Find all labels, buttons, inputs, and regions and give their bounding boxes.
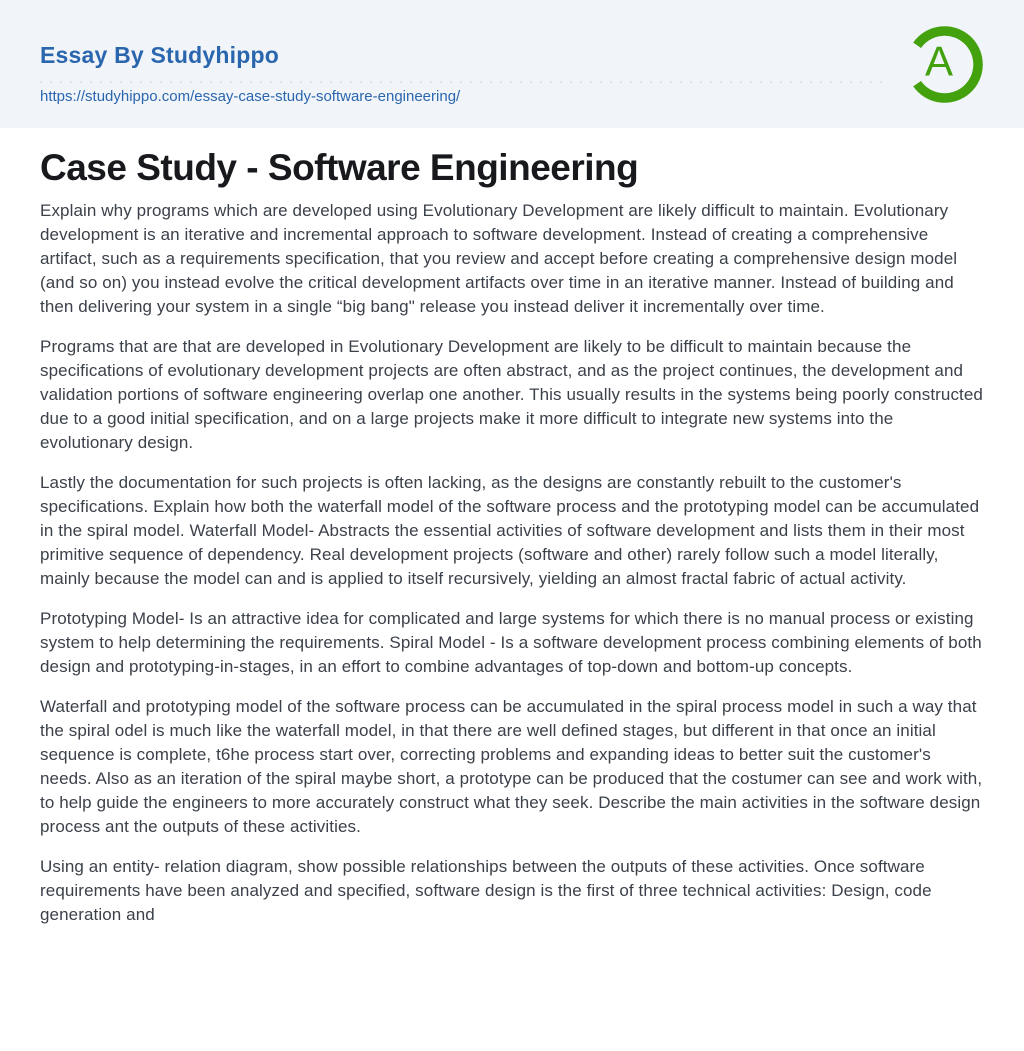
essay-paragraph: Prototyping Model- Is an attractive idea for complicated and large systems for which there is no manual process or existing system to help determining the requirements. Spiral Model - Is a software development process combining elements of both design and prototyping-in-stages, in an effort to combine advantages of top-down and bottom-up concepts. [40,608,982,676]
site-title: Essay By Studyhippo [40,42,279,68]
studyhippo-logo-icon [901,21,988,108]
essay-paragraph: Lastly the documentation for such projects is often lacking, as the designs are constantly rebuilt to the customer's specifications. Explain how both the waterfall model of the software process and the prototyping model can be accumulated in the spiral model. Waterfall Model- Abstracts the essential activities of software development and lists them in their most primitive sequence of dependency. Real development projects (software and other) rarely follow such a model literally, mainly because the model can and is applied to itself recursively, yielding an almost fractal fabric of actual activity. [40,472,980,588]
essay-page [0,128,1024,927]
essay-body [40,199,984,927]
essay-paragraph: Using an entity- relation diagram, show possible relationships between the outputs of these activities. Once software requirements have been analyzed and specified, software design is the first of three technical activities: Design, code generation and [40,856,932,924]
page-header [0,0,1024,128]
essay-title: Case Study - Software Engineering [40,147,639,188]
essay-paragraph: Waterfall and prototyping model of the software process can be accumulated in the spiral process model in such a way that the spiral odel is much like the waterfall model, in that there are well defined stages, but different in that once an initial sequence is complete, t6he process start over, correcting problems and expanding ideas to better suit the customer's needs. Also as an iteration of the spiral maybe short, a prototype can be produced that the costumer can see and work with, to help guide the engineers to more accurately construct what they seek. Describe the main activities in the software design process ant the outputs of these activities. [40,696,983,836]
essay-url-link[interactable]: https://studyhippo.com/essay-case-study-software-engineering/ [40,88,461,105]
essay-paragraph: Explain why programs which are developed using Evolutionary Development are likely difficult to maintain. Evolutionary development is an iterative and incremental approach to software development. Instead of creating a comprehensive artifact, such as a requirements specification, that you review and accept before creating a comprehensive design model (and so on) you instead evolve the critical development artifacts over time in an iterative manner. Instead of building and then delivering your system in a single “big bang" release you instead deliver it incrementally over time. [40,200,958,316]
header-dotted-divider [40,81,888,83]
logo-letter: A [924,37,954,85]
essay-paragraph: Programs that are that are developed in Evolutionary Development are likely to be difficult to maintain because the specifications of evolutionary development projects are often abstract, and as the project continues, the development and validation portions of software engineering overlap one another. This usually results in the systems being poorly constructed due to a good initial specification, and on a large projects make it more difficult to integrate new systems into the evolutionary design. [40,336,983,452]
